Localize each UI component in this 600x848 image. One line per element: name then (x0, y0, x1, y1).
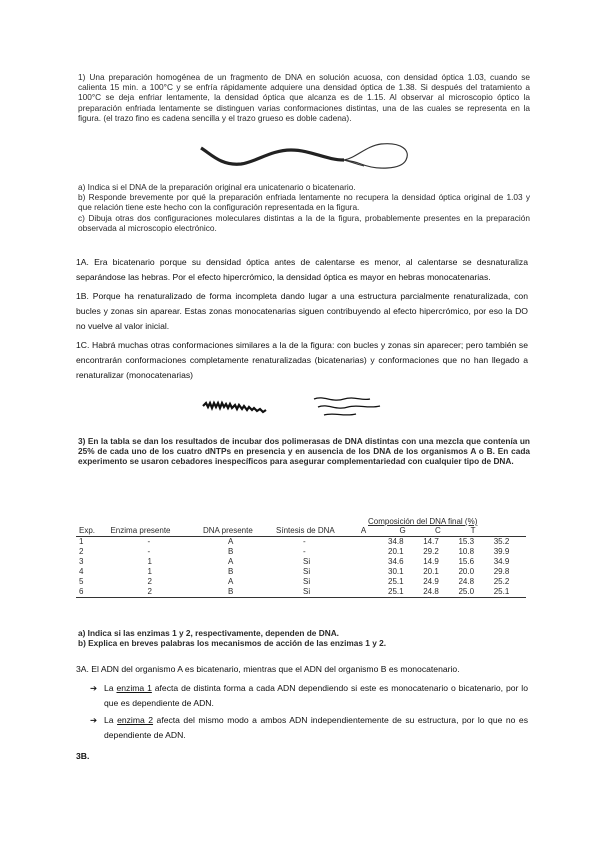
table-cell: 35.2 (493, 537, 510, 546)
table-cell: 34.9 (493, 557, 510, 566)
table-cell: - (147, 537, 151, 546)
table-row (76, 577, 526, 587)
question-1b: b) Responde brevemente por qué la preparación enfriada lentamente no recupera la densidad óptica original de 1.03 y que relación tiene este hecho con la configuración representada en la figura. (78, 192, 530, 213)
table-cell: 25.0 (458, 587, 475, 596)
table-row (76, 587, 526, 598)
table-cell: 4 (79, 567, 84, 576)
header-cell: C (434, 526, 441, 535)
table-cell: 34.6 (388, 557, 404, 566)
header-cell-empty (491, 526, 526, 537)
answer-1a: 1A. Era bicatenario porque su densidad óptica antes de calentarse es menor, al calentarse se desnaturaliza separándose las hebras. Por el efecto hipercrómico, la densidad óptica es mayor en hebras monocatenarias. (76, 257, 528, 282)
table-cell: 34.8 (388, 537, 404, 546)
table-cell: B (227, 587, 234, 596)
bullet-2-rest: afecta del mismo modo a ambos ADN independientemente de su estructura, por lo que no es dependiente de ADN. (104, 715, 529, 740)
bullet-2-text (104, 713, 528, 743)
table-cell: 24.9 (423, 577, 439, 586)
bullet-1-prefix: La (104, 683, 117, 693)
table-cell: 1 (79, 537, 84, 546)
table-cell: 3 (79, 557, 84, 566)
arrow-right-icon: ➔ (90, 683, 98, 693)
table-cell (358, 567, 385, 577)
table-cell: - (303, 547, 306, 556)
table-cell: 5 (79, 577, 84, 586)
enzima-1-underlined: enzima 1 (116, 683, 152, 693)
answer-3b: 3B. (76, 751, 90, 761)
table-cell: 25.1 (388, 577, 404, 586)
answer-1c: 1C. Habrá muchas otras conformaciones similares a la de la figura: con bucles y zonas sin aparecer; pero también se encontrarán conformaciones completamente renaturalizadas (bicatenarias) y conformaciones que no han llegado a renaturalizar (monocatenarias) (76, 340, 528, 380)
table-cell: 14.7 (423, 537, 439, 546)
table-cell: 24.8 (458, 577, 475, 586)
question-1-block (78, 72, 530, 123)
question-3-statement: 3) En la tabla se dan los resultados de incubar dos polimerasas de DNA distintas con una mezcla que contenía un 25% de cada uno de los cuatro dNTPs en presencia y en ausencia de los DNA de los organismos A o B. En cada experimento se usaron cebadores inespecíficos para asegurar complementariedad con cualquier tipo de DNA. (78, 436, 530, 467)
arrow-right-icon: ➔ (90, 715, 98, 725)
header-cell: Síntesis de DNA (276, 526, 335, 535)
question-1-statement: 1) Una preparación homogénea de un fragmento de DNA en solución acuosa, con densidad óptica 1.03, cuando se calienta 15 min. a 100°C y se enfría rápidamente adquiere una densidad óptica de 1.38. Si después del tratamiento a 100°C se deja enfriar lentamente, la densidad óptica que alcanza es de 1.15. Al observar al microscopio óptico la preparación enfriada lentamente se distinguen varias conformaciones distintas, una de las cuales se representa en la figura. (el trazo fino es cadena sencilla y el trazo grueso es doble cadena). (78, 72, 530, 123)
table-cell (358, 537, 385, 548)
table-cell: Si (303, 567, 311, 576)
question-1c: c) Dibuja otras dos configuraciones moleculares distintas a la de la figura, probablemente presentes en la preparación observada al microscopio electrónico. (78, 212, 530, 233)
header-cell: Enzima presente (110, 526, 171, 535)
table-cell: 29.8 (493, 567, 510, 576)
table-cell: 6 (79, 587, 84, 596)
table-cell: - (303, 537, 306, 546)
table-cell (358, 547, 385, 557)
table-cell: Si (303, 557, 311, 566)
table-cell: 39.9 (493, 547, 510, 556)
table-cell: 29.2 (423, 547, 439, 556)
table-cell: A (227, 557, 234, 566)
table-cell: 2 (147, 587, 152, 596)
table-cell: Si (303, 577, 311, 586)
table-cell: 20.0 (458, 567, 475, 576)
dna-loop-figure (196, 136, 416, 176)
table-header-row (76, 526, 526, 537)
table-row (76, 537, 526, 548)
table-cell (358, 577, 385, 587)
enzima-2-underlined: enzima 2 (117, 715, 154, 725)
header-cell: A (360, 526, 367, 535)
question-3-subquestions (78, 628, 530, 648)
question-3a: a) Indica si las enzimas 1 y 2, respectivamente, dependen de DNA. (78, 628, 339, 638)
table-cell: 1 (147, 567, 152, 576)
table-cell: B (227, 567, 234, 576)
table-cell (358, 557, 385, 567)
table-row (76, 547, 526, 557)
table-cell: 14.9 (423, 557, 439, 566)
header-cell: DNA presente (202, 526, 253, 535)
answer-3a: 3A. El ADN del organismo A es bicatenario, mientras que el ADN del organismo B es monocatenario. (76, 664, 460, 674)
results-table-block (76, 517, 526, 598)
answer-3a-bullet-2 (90, 713, 528, 743)
table-cell: A (227, 577, 234, 586)
table-cell: 15.6 (458, 557, 475, 566)
header-cell: G (399, 526, 406, 535)
question-3b: b) Explica en breves palabras los mecanismos de acción de las enzimas 1 y 2. (78, 638, 387, 649)
table-cell: 2 (79, 547, 84, 556)
table-cell: 20.1 (423, 567, 439, 576)
answer-1-block (76, 255, 528, 383)
table-cell: A (227, 537, 234, 546)
table-cell: B (227, 547, 234, 556)
bullet-2-prefix: La (104, 715, 118, 725)
table-cell: 10.8 (458, 547, 475, 556)
table-title: Composición del DNA final (%) (368, 517, 478, 526)
bullet-1-rest: afecta de distinta forma a cada ADN dependiendo si este es monocatenario o bicatenario, por lo que es dependiente de ADN. (104, 683, 528, 708)
table-cell: 24.8 (423, 587, 439, 596)
table-cell: Si (303, 587, 311, 596)
question-1-subquestions (78, 182, 530, 233)
table-cell (358, 587, 385, 598)
table-row (76, 557, 526, 567)
answer-1b: 1B. Porque ha renaturalizado de forma incompleta dando lugar a una estructura parcialmente renaturalizada, con bucles y zonas sin aparear. Estas zonas monocatenarias siguen contribuyendo al efecto hipercrómico, por eso la DO no vuelve al valor inicial. (76, 291, 528, 331)
table-cell: 15.3 (458, 537, 475, 546)
answer-3a-bullet-1 (90, 681, 528, 711)
answer-3-block (76, 662, 528, 764)
table-cell: 25.1 (493, 587, 510, 596)
question-1a: a) Indica si el DNA de la preparación original era unicatenario o bicatenario. (78, 182, 356, 192)
table-cell: 25.2 (493, 577, 510, 586)
table-cell: 1 (147, 557, 152, 566)
table-cell: 20.1 (388, 547, 404, 556)
header-cell: Exp. (79, 526, 96, 535)
scribble-single-strands-drawing (310, 393, 390, 419)
table-cell: 25.1 (388, 587, 404, 596)
header-cell: T (470, 526, 476, 535)
table-cell: 2 (147, 577, 152, 586)
table-row (76, 567, 526, 577)
scribble-double-strand-drawing (200, 398, 280, 414)
results-table (76, 526, 526, 598)
question-3-block (78, 436, 530, 467)
table-cell: 30.1 (388, 567, 404, 576)
table-cell: - (147, 547, 151, 556)
bullet-1-text (104, 681, 528, 711)
